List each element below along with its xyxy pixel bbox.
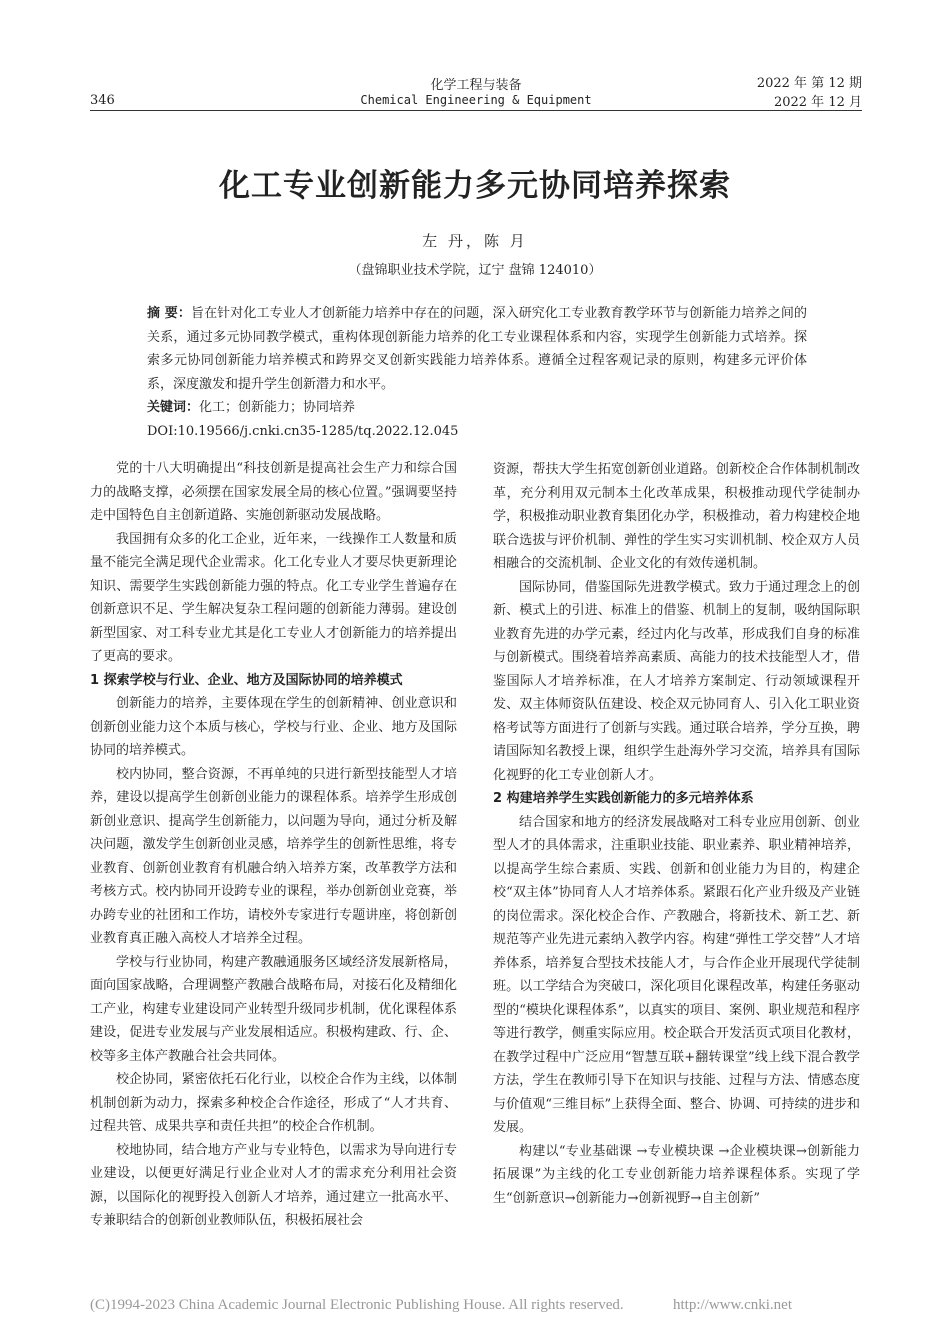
section-heading: 2 构建培养学生实践创新能力的多元培养体系 (493, 791, 754, 806)
paragraph: 构建以“专业基础课 →专业模块课 →企业模块课→创新能力拓展课”为主线的化工专业创新能力培养课程体系。实现了学生“创新意识→创新能力→创新视野→自主创新” (493, 1143, 860, 1206)
authors: 左 丹，陈 月 (422, 232, 528, 250)
paragraph: 校内协同，整合资源，不再单纯的只进行新型技能型人才培养，建设以提高学生创新创业能力的课程体系。培养学生形成创新创业意识、提高学生创新能力，以问题为导向，通过分析及解决问题，激发学生创新创业灵感，培养学生的创新性思维，将专业教育、创新创业教育有机融合纳入培养方案，改革教学方法和考核方式。校内协同开设跨专业的课程，举办创新创业竞赛，举办跨专业的社团和工作坊，请校外专家进行专题讲座，将创新创业教育真正融入高校人才培养全过程。 (90, 766, 457, 946)
paragraph: 校地协同，结合地方产业与专业特色，以需求为导向进行专业建设，以便更好满足行业企业对人才的需求充分利用社会资源，以国际化的视野投入创新人才培养，通过建立一批高水平、专兼职结合的创新创业教师队伍，积极拓展社会 (90, 1142, 457, 1228)
paragraph: 结合国家和地方的经济发展战略对工科专业应用创新、创业型人才的具体需求，注重职业技能、职业素养、职业精神培养，以提高学生综合素质、实践、创新和创业能力为目的，构建企校“双主体”协同育人人才培养体系。紧跟石化产业升级及产业链的岗位需求。深化校企合作、产教融合，将新技术、新工艺、新规范等产业先进元素纳入教学内容。构建“弹性工学交替”人才培养体系，培养复合型技术技能人才，与合作企业开展现代学徒制班。以工学结合为突破口，深化项目化课程改革，构建任务驱动型的“模块化课程体系”，以真实的项目、案例、职业规范和程序等进行教学，侧重实际应用。校企联合开发活页式项目化教材，在教学过程中广泛应用“智慧互联+翻转课堂”线上线下混合教学方法，学生在教师引导下在知识与技能、过程与方法、情感态度与价值观“三维目标”上获得全面、整合、协调、可持续的进步和发展。 (493, 814, 860, 1135)
copyright-text: (C)1994-2023 China Academic Journal Electronic Publishing House. All rights reserved. (90, 1297, 624, 1313)
keywords (147, 396, 807, 420)
right-column (493, 458, 860, 1210)
paper-title: 化工专业创新能力多元协同培养探索 (219, 168, 731, 204)
issue-date: 2022 年 12 月 (773, 95, 862, 110)
paragraph: 资源，帮扶大学生拓宽创新创业道路。创新校企合作体制机制改革，充分利用双元制本土化改革成果，积极推动现代学徒制办学，积极推动职业教育集团化办学，积极推动，着力构建校企地联合选拔与评价机制、弹性的学生实习实训机制、校企双方人员相融合的交流机制、企业文化的有效传递机制。 (493, 462, 860, 571)
abstract-block (147, 302, 807, 443)
keywords-text: 化工；创新能力；协同培养 (199, 400, 356, 415)
affiliation: （盘锦职业技术学院，辽宁 盘锦 124010） (348, 263, 602, 278)
abstract (147, 302, 807, 396)
page-number: 346 (90, 93, 115, 108)
abstract-label: 摘 要： (147, 306, 191, 321)
paragraph: 国际协同，借鉴国际先进教学模式。致力于通过理念上的创新、模式上的引进、标准上的借鉴、机制上的复制，吸纳国际职业教育先进的办学元素，经过内化与改革，形成我们自身的标准与创新模式。围绕着培养高素质、高能力的技术技能型人才，借鉴国际人才培养标准，在人才培养方案制定、行动领域课程开发、双主体师资队伍建设、校企双元协同育人、引入化工职业资格考试等方面进行了创新与实践。通过联合培养，学分互换，聘请国际知名教授上课，组织学生赴海外学习交流，培养具有国际化视野的化工专业创新人才。 (493, 579, 860, 783)
paragraph: 创新能力的培养，主要体现在学生的创新精神、创业意识和创新创业能力这个本质与核心，学校与行业、企业、地方及国际协同的培养模式。 (90, 696, 457, 758)
paragraph: 我国拥有众多的化工企业，近年来，一线操作工人数量和质量不能完全满足现代企业需求。化工化专业人才要尽快更新理论知识、需要学生实践创新能力强的特点。化工专业学生普遍存在创新意识不足、学生解决复杂工程问题的创新能力薄弱。建设创新型国家、对工科专业尤其是化工专业人才创新能力的培养提出了更高的要求。 (90, 531, 457, 664)
paragraph: 校企协同，紧密依托石化行业，以校企合作为主线，以体制机制创新为动力，探索多种校企合作途径，形成了“人才共育、过程共管、成果共享和责任共担”的校企合作机制。 (90, 1072, 457, 1134)
keywords-label: 关键词： (147, 400, 200, 415)
journal-name-en: Chemical Engineering & Equipment (360, 93, 592, 107)
paragraph: 学校与行业协同，构建产教融通服务区域经济发展新格局，面向国家战略，合理调整产教融合战略布局，对接石化及精细化工产业，构建专业建设同产业转型升级同步机制，优化课程体系建设，促进专业发展与产业发展相适应。积极构建政、行、企、校等多主体产教融合社会共同体。 (90, 954, 457, 1064)
issue-number: 2022 年 第 12 期 (756, 76, 862, 91)
doi: DOI:10.19566/j.cnki.cn35-1285/tq.2022.12.045 (147, 423, 459, 439)
running-header (90, 74, 862, 111)
issue-info (757, 74, 862, 112)
paragraph: 党的十八大明确提出“科技创新是提高社会生产力和综合国力的战略支撑，必须摆在国家发展全局的核心位置。”强调要坚持走中国特色自主创新道路、实施创新驱动发展战略。 (90, 461, 457, 523)
footer-url[interactable]: http://www.cnki.net (672, 1297, 792, 1313)
left-column (90, 457, 457, 1233)
journal-name-cn: 化学工程与装备 (430, 78, 522, 93)
abstract-text: 旨在针对化工专业人才创新能力培养中存在的问题，深入研究化工专业教育教学环节与创新能力培养之间的关系，通过多元协同教学模式，重构体现创新能力培养的化工专业课程体系和内容，实现学生创新能力式培养。探索多元协同创新能力培养模式和跨界交叉创新实践能力培养体系。遵循全过程客观记录的原则，构建多元评价体系，深度激发和提升学生创新潜力和水平。 (147, 306, 807, 392)
section-heading: 1 探索学校与行业、企业、地方及国际协同的培养模式 (90, 672, 403, 688)
